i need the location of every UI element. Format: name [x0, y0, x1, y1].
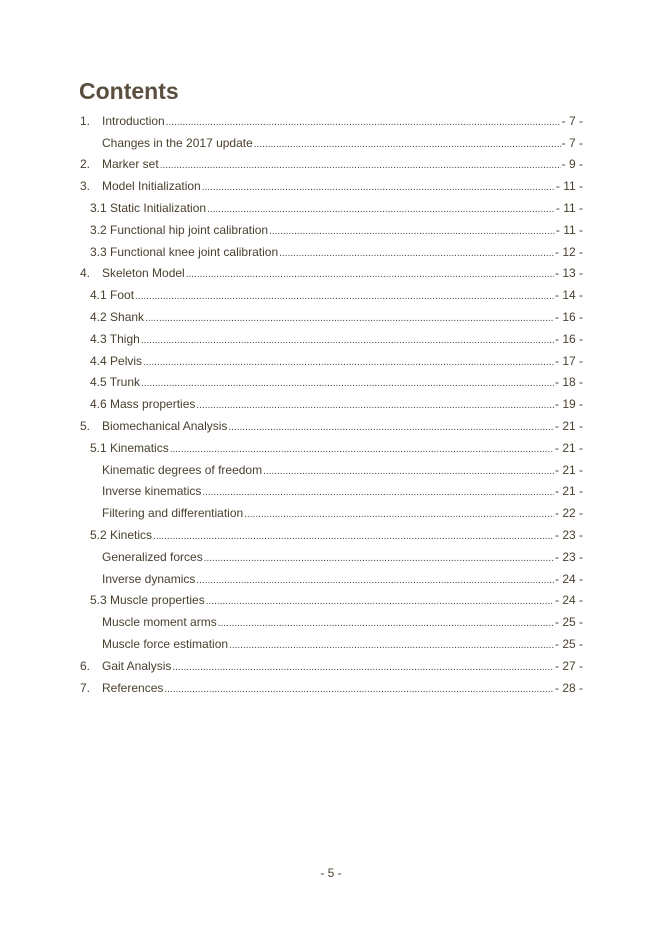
toc-entry[interactable]: [80, 437, 583, 459]
toc-title: 4.3 Thigh: [90, 331, 140, 346]
page-title: Contents: [79, 78, 179, 104]
toc-page-number: - 22 -: [554, 506, 583, 521]
toc-leader: [263, 464, 554, 478]
toc-entry[interactable]: [80, 502, 583, 524]
toc-number: 5.: [80, 419, 91, 434]
toc-title: 4.6 Mass properties: [90, 397, 196, 412]
table-of-contents: [80, 110, 583, 699]
toc-number: 7.: [80, 680, 91, 695]
toc-number: 2.: [80, 157, 91, 172]
toc-leader: [170, 442, 554, 456]
toc-title: Kinematic degrees of freedom: [102, 462, 263, 477]
toc-entry[interactable]: [80, 154, 583, 176]
toc-entry[interactable]: [80, 350, 583, 372]
toc-page-number: - 7 -: [561, 135, 583, 150]
toc-page-number: - 13 -: [554, 266, 583, 281]
toc-entry[interactable]: [80, 284, 583, 306]
toc-number: 1.: [80, 113, 91, 128]
toc-entry[interactable]: [80, 633, 583, 655]
toc-leader: [143, 355, 554, 369]
toc-page-number: - 25 -: [554, 615, 583, 630]
toc-title: 3.1 Static Initialization: [90, 201, 207, 216]
toc-leader: [196, 398, 554, 412]
toc-title: Gait Analysis: [102, 658, 172, 673]
toc-leader: [254, 137, 561, 151]
toc-title: Introduction: [102, 113, 165, 128]
toc-page-number: - 24 -: [554, 571, 583, 586]
toc-entry[interactable]: [80, 328, 583, 350]
toc-leader: [228, 420, 554, 434]
toc-page-number: - 16 -: [554, 331, 583, 346]
toc-leader: [145, 311, 554, 325]
toc-entry[interactable]: [80, 372, 583, 394]
toc-title: Marker set: [102, 157, 159, 172]
toc-entry[interactable]: [80, 655, 583, 677]
toc-number: 3.: [80, 179, 91, 194]
toc-title: 3.3 Functional knee joint calibration: [90, 244, 279, 259]
toc-title: Biomechanical Analysis: [102, 419, 228, 434]
toc-page-number: - 17 -: [554, 353, 583, 368]
toc-title: 4.2 Shank: [90, 310, 145, 325]
toc-title: Muscle moment arms: [102, 615, 217, 630]
toc-entry[interactable]: [80, 110, 583, 132]
toc-title: References: [102, 680, 164, 695]
toc-leader: [160, 158, 561, 172]
toc-title: Model Initialization: [102, 179, 201, 194]
toc-entry[interactable]: [80, 546, 583, 568]
toc-leader: [204, 551, 554, 565]
toc-number: 6.: [80, 658, 91, 673]
toc-entry[interactable]: [80, 611, 583, 633]
toc-entry[interactable]: [80, 263, 583, 285]
toc-title: 5.1 Kinematics: [90, 440, 169, 455]
toc-page-number: - 16 -: [554, 310, 583, 325]
toc-entry[interactable]: [80, 219, 583, 241]
toc-title: 4.1 Foot: [90, 288, 135, 303]
toc-page-number: - 9 -: [561, 157, 583, 172]
toc-entry[interactable]: [80, 175, 583, 197]
toc-entry[interactable]: [80, 481, 583, 503]
toc-leader: [141, 333, 554, 347]
toc-entry[interactable]: [80, 459, 583, 481]
toc-page-number: - 21 -: [554, 419, 583, 434]
toc-entry[interactable]: [80, 306, 583, 328]
toc-title: Muscle force estimation: [102, 637, 229, 652]
toc-leader: [218, 616, 554, 630]
toc-leader: [135, 289, 554, 303]
toc-leader: [269, 224, 555, 238]
toc-title: 3.2 Functional hip joint calibration: [90, 222, 269, 237]
toc-page-number: - 23 -: [554, 528, 583, 543]
toc-page-number: - 28 -: [554, 680, 583, 695]
toc-page-number: - 21 -: [554, 440, 583, 455]
toc-page-number: - 27 -: [554, 658, 583, 673]
toc-leader: [206, 594, 554, 608]
toc-leader: [202, 180, 555, 194]
toc-leader: [186, 267, 554, 281]
toc-leader: [196, 573, 554, 587]
toc-entry[interactable]: [80, 677, 583, 699]
toc-title: 4.5 Trunk: [90, 375, 141, 390]
toc-page-number: - 18 -: [554, 375, 583, 390]
toc-entry[interactable]: [80, 132, 583, 154]
toc-title: Filtering and differentiation: [102, 506, 244, 521]
toc-title: Skeleton Model: [102, 266, 185, 281]
toc-leader: [279, 246, 554, 260]
toc-page-number: - 11 -: [555, 179, 583, 194]
toc-page-number: - 25 -: [554, 637, 583, 652]
toc-entry[interactable]: [80, 415, 583, 437]
toc-leader: [207, 202, 555, 216]
toc-page-number: - 7 -: [561, 113, 583, 128]
toc-entry[interactable]: [80, 393, 583, 415]
toc-entry[interactable]: [80, 568, 583, 590]
toc-entry[interactable]: [80, 590, 583, 612]
toc-entry[interactable]: [80, 197, 583, 219]
toc-title: 5.2 Kinetics: [90, 528, 153, 543]
toc-title: 5.3 Muscle properties: [90, 593, 205, 608]
toc-leader: [153, 529, 554, 543]
toc-number: 4.: [80, 266, 91, 281]
toc-page-number: - 21 -: [554, 462, 583, 477]
toc-leader: [166, 115, 561, 129]
toc-title: 4.4 Pelvis: [90, 353, 143, 368]
toc-page-number: - 19 -: [554, 397, 583, 412]
toc-page-number: - 12 -: [554, 244, 583, 259]
toc-title: Changes in the 2017 update: [102, 135, 253, 150]
toc-page-number: - 21 -: [554, 484, 583, 499]
toc-entry[interactable]: [80, 241, 583, 263]
toc-page-number: - 11 -: [555, 222, 583, 237]
toc-title: Generalized forces: [102, 549, 203, 564]
toc-leader: [244, 507, 554, 521]
toc-entry[interactable]: [80, 524, 583, 546]
toc-page-number: - 24 -: [554, 593, 583, 608]
toc-leader: [164, 682, 554, 696]
toc-leader: [202, 485, 554, 499]
toc-title: Inverse kinematics: [102, 484, 202, 499]
toc-title: Inverse dynamics: [102, 571, 196, 586]
toc-leader: [229, 638, 554, 652]
toc-leader: [141, 376, 554, 390]
toc-page-number: - 23 -: [554, 549, 583, 564]
toc-page-number: - 14 -: [554, 288, 583, 303]
page-footer-number: - 5 -: [320, 866, 342, 880]
toc-page-number: - 11 -: [555, 201, 583, 216]
toc-leader: [172, 660, 554, 674]
